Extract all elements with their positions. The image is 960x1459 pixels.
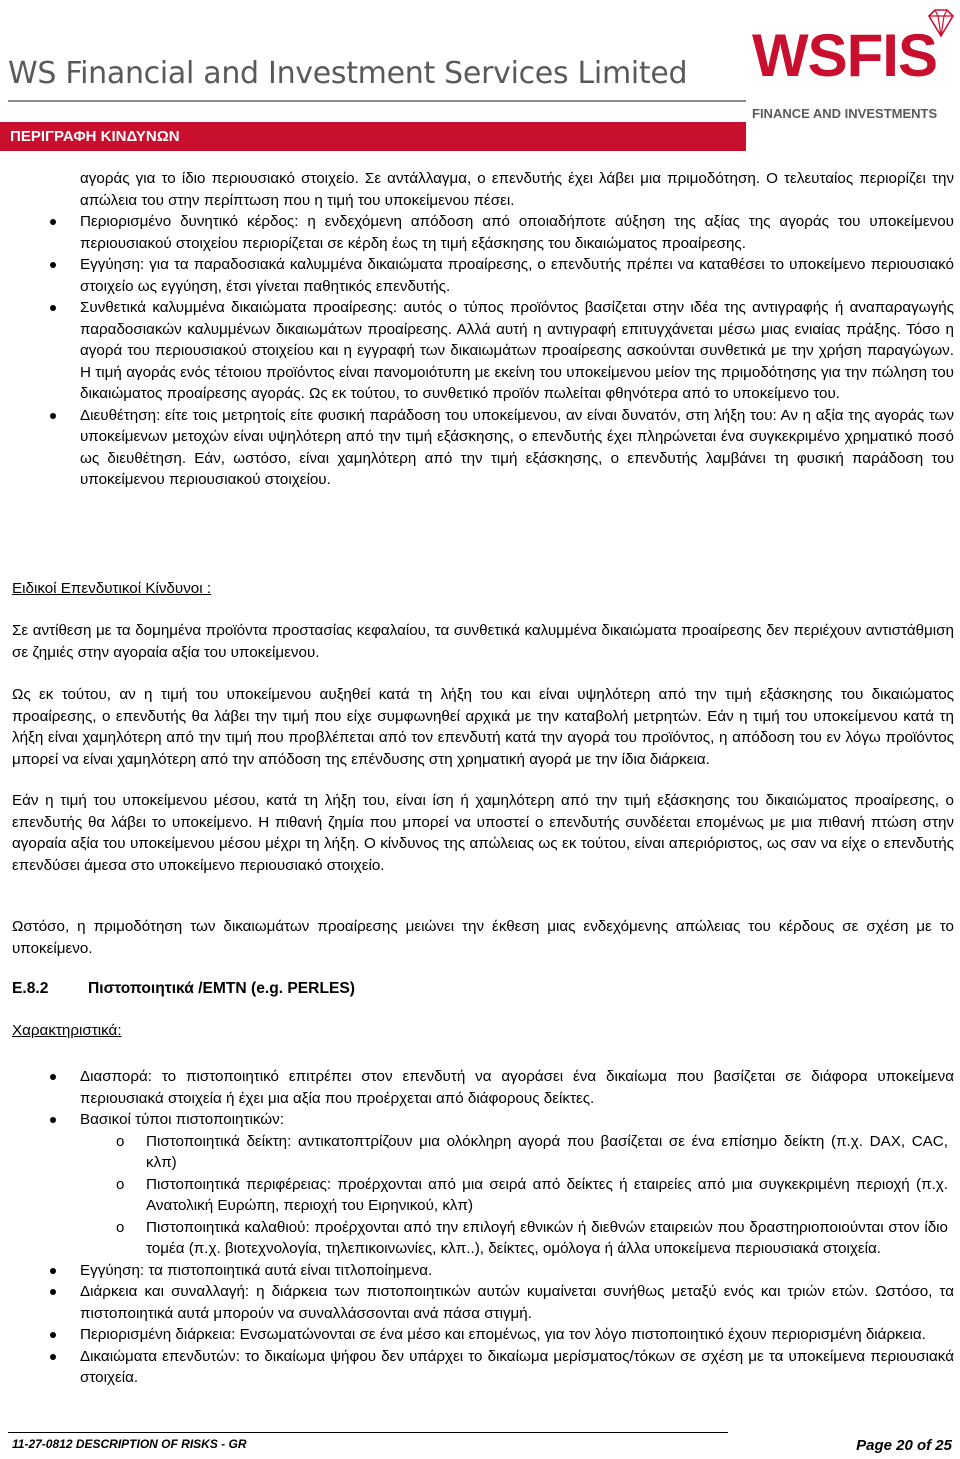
list-item: Συνθετικά καλυμμένα δικαιώματα προαίρεσης: αυτός ο τύπος προϊόντος βασίζεται στην ιδέα της αντιγραφής ή αναπαραγωγής παραδοσιακών καλυμμένων δικαιωμάτων προαίρεσης. Αλλά αυτή η αντιγραφή επιτυγχάνεται μέσω μιας ενιαίας πράξης. Τόσο η αγορά του περιουσιακού στοιχείου και η εγγραφή των δικαιωμάτων προαίρεσης ασκούνται συνθετικά με την χρήση παραγώγων. Η τιμή αγοράς ενός τέτοιου προϊόντος είναι πανομοιότυπη με εκείνη του υποκείμενου μείον της πριμοδότησης για την πώληση του δικαιώματος προαίρεσης αγοράς. Ως εκ τούτου, το συνθετικό προϊόν πωλείται φθηνότερα από το υποκείμενο του. xyxy=(0,297,960,405)
list-item: Διασπορά: το πιστοποιητικό επιτρέπει στον επενδυτή να αγοράσει ένα δικαίωμα που βασίζεται σε διάφορα υποκείμενα περιουσιακά στοιχεία ή έχει μια αξία που προέρχεται από διάφορους δείκτες. xyxy=(0,1066,960,1109)
footer-doc-ref: 11-27-0812 DESCRIPTION OF RISKS - GR xyxy=(12,1437,247,1451)
paragraph: Εάν η τιμή του υποκείμενου μέσου, κατά τη λήξη του, είναι ίση ή χαμηλότερη από την τιμή εξάσκησης του δικαιώματος προαίρεσης, ο επενδυτής θα λάβει το υποκείμενο. Η πιθανή ζημία που μπορεί να υποστεί ο επενδυτής συνδέεται επομένως με μια πιθανή πτώση στην αγοραία αξία του υποκείμενου μέσου μέχρι τη λήξη. Ο κίνδυνος της απώλειας ως εκ τούτου, είναι απεριόριστος, ως σαν να είχε ο επενδυτής επενδύσει άμεσα στο υποκείμενο περιουσιακό στοιχείο. xyxy=(12,792,954,874)
sub-list xyxy=(0,1131,954,1260)
paragraph: Σε αντίθεση με τα δομημένα προϊόντα προστασίας κεφαλαίου, τα συνθετικά καλυμμένα δικαιώματα προαίρεσης δεν περιέχουν αντιστάθμιση σε ζημιές στην αγοραία αξία του υποκείμενου. xyxy=(12,622,954,661)
section-number: E.8.2 xyxy=(12,980,49,997)
sub-list-item: o Πιστοποιητικά καλαθιού: προέρχονται από την επιλογή εθνικών ή διεθνών εταιρειών που δραστηριοποιούνται στον ίδιο τομέα (π.χ. βιοτεχνολογία, τηλεπικοινωνίες, κλπ..), δείκτες, ομόλογα ή άλλα υποκείμενα περιουσιακά στοιχεία. xyxy=(116,1218,948,1257)
list-item: Εγγύηση: τα πιστοποιητικά αυτά είναι τιτλοποίημενα. xyxy=(0,1260,960,1282)
characteristics-list xyxy=(0,1066,960,1389)
list-item: Διάρκεια και συναλλαγή: η διάρκεια των πιστοποιητικών αυτών κυμαίνεται συνήθως μεταξύ ενός και τριών ετών. Ωστόσο, τα πιστοποιητικά αυτά μπορούν να συναλλάσσονται ανά πάσα στιγμή. xyxy=(0,1281,960,1324)
company-logo xyxy=(748,6,960,126)
sub-list-item: o Πιστοποιητικά δείκτη: αντικατοπτρίζουν μια ολόκληρη αγορά που βασίζεται σε ένα επίσημο δείκτη (π.χ. DAX, CAC, κλπ) xyxy=(116,1132,948,1171)
list-item: Βασικοί τύποι πιστοποιητικών: o Πιστοποιητικά δείκτη: αντικατοπτρίζουν μια ολόκληρη αγορά που βασίζεται σε ένα επίσημο δείκτη (π.χ. DAX, CAC, κλπ) o Πιστοποιητικά περιφέρειας: προέρχονται από μια σειρά από δείκτες ή εταιρείες από μια συγκεκριμένη περιοχή (π.χ. Ανατολική Ευρώπη, περιοχή του Ειρηνικού, κλπ) o Πιστοποιητικά καλαθιού: προέρχονται από την επιλογή εθνικών ή διεθνών εταιρειών που δραστηριοποιούνται στον ίδιο τομέα (π.χ. βιοτεχνολογία, τηλεπικοινωνίες, κλπ..), δείκτες, ομόλογα ή άλλα υποκείμενα περιουσιακά στοιχεία. xyxy=(0,1109,960,1260)
sub-list-item: o Πιστοποιητικά περιφέρειας: προέρχονται από μια σειρά από δείκτες ή εταιρείες από μια συγκεκριμένη περιοχή (π.χ. Ανατολική Ευρώπη, περιοχή του Ειρηνικού, κλπ) xyxy=(116,1175,948,1214)
logo-wordmark: WSFIS xyxy=(752,22,937,89)
list-item: Εγγύηση: για τα παραδοσιακά καλυμμένα δικαιώματα προαίρεσης, ο επενδυτής πρέπει να καταθέσει το υποκείμενο περιουσιακό στοιχείο ως εγγύηση, έτσι γίνεται παθητικός επενδυτής. xyxy=(0,254,960,297)
company-name: WS Financial and Investment Services Limited xyxy=(8,56,688,91)
list-item: Διευθέτηση: είτε τοις μετρητοίς είτε φυσική παράδοση του υποκείμενου, αν είναι δυνατόν, στη λήξη του: Αν η αξία της αγοράς των υποκείμενων μετοχών είναι υψηλότερη από την τιμή εξάσκησης, ο επενδυτής έχει πληρώνεται ένα συγκεκριμένο χρηματικό ποσό ως διευθέτηση. Εάν, ωστόσο, είναι χαμηλότερη από την τιμή εξάσκησης, ο επενδυτής λαμβάνει τη φυσική παράδοση του υποκείμενου περιουσιακού στοιχείου. xyxy=(0,405,960,491)
section-title: ΠΕΡΙΓΡΑΦΗ ΚΙΝΔΥΝΩΝ xyxy=(10,128,180,145)
list-item: Περιορισμένο δυνητικό κέρδος: η ενδεχόμενη απόδοση από οποιαδήποτε αύξηση της αξίας της αγοράς του υποκείμενου περιουσιακού στοιχείου περιορίζεται σε κέρδη έως τη τιμή εξάσκησης του δικαιώματος προαίρεσης. xyxy=(0,211,960,254)
section-title-text: Πιστοποιητικά /EMTN (e.g. PERLES) xyxy=(88,980,355,997)
page-number: Page 20 of 25 xyxy=(856,1437,952,1454)
section-heading xyxy=(12,980,355,998)
logo-tagline: FINANCE AND INVESTMENTS xyxy=(752,106,938,121)
list-item: Δικαιώματα επενδυτών: το δικαίωμα ψήφου δεν υπάρχει το δικαίωμα μερίσματος/τόκων σε σχέση με τα υποκείμενα περιουσιακά στοιχεία. xyxy=(0,1346,960,1389)
characteristics-heading: Χαρακτηριστικά: xyxy=(12,1022,122,1039)
section-title-bar xyxy=(0,122,746,151)
bullet-continuation: αγοράς για το ίδιο περιουσιακό στοιχείο. Σε αντάλλαγμα, ο επενδυτής έχει λάβει μια πριμοδότηση. Ο τελευταίος περιορίζει την απώλεια του στην περίπτωση που η τιμή του υποκείμενου πέσει. xyxy=(80,170,954,209)
list-item: Περιορισμένη διάρκεια: Ενσωματώνονται σε ένα μέσο και επομένως, για τον λόγο πιστοποιητικό έχουν περιορισμένη διάρκεια. xyxy=(0,1324,960,1346)
special-risks-heading: Ειδικοί Επενδυτικοί Κίνδυνοι : xyxy=(12,580,212,597)
paragraph: Ωστόσο, η πριμοδότηση των δικαιωμάτων προαίρεσης μειώνει την έκθεση μιας ενδεχόμενης απώλειας του κέρδους σε σχέση με το υποκείμενο. xyxy=(12,918,954,957)
footer-divider xyxy=(8,1432,728,1433)
top-bullet-list xyxy=(0,168,960,491)
paragraph: Ως εκ τούτου, αν η τιμή του υποκείμενου αυξηθεί κατά τη λήξη του και είναι υψηλότερη από την τιμή εξάσκησης του δικαιώματος προαίρεσης, ο επενδυτής θα λάβει την τιμή που είχε συμφωνηθεί αρχικά με την καταβολή μετρητών. Εάν η τιμή του υποκείμενου κατά τη λήξη είναι χαμηλότερη από την τιμή που προβλέπεται από τον επενδυτή κατά την αγορά του προϊόντος, η απόδοση του εν λόγω προϊόντος μπορεί να είναι χαμηλότερη από την απόδοση της επένδυσης στη χρηματική αγορά με την ίδια διάρκεια. xyxy=(12,686,954,768)
header-divider xyxy=(8,100,746,102)
